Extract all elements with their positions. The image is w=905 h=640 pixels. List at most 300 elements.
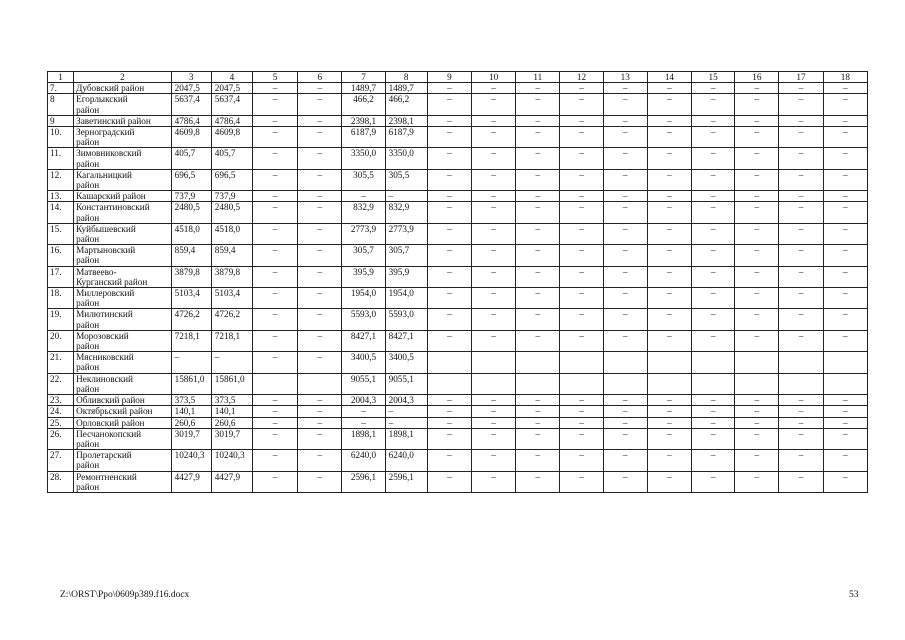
value-cell: – — [647, 266, 691, 287]
district-name — [74, 288, 171, 309]
value-cell: – — [647, 330, 691, 351]
value-cell — [779, 373, 823, 394]
value-cell: – — [560, 202, 603, 223]
value-cell — [298, 373, 342, 394]
value-cell: – — [692, 148, 735, 169]
value-cell: – — [735, 94, 779, 115]
value-cell: – — [823, 471, 867, 492]
value-cell: – — [735, 330, 779, 351]
table-row — [48, 127, 868, 148]
value-cell: – — [252, 450, 297, 471]
value-cell: – — [779, 115, 823, 126]
value-cell: – — [779, 417, 823, 428]
value-cell: – — [472, 288, 516, 309]
value-cell: – — [692, 471, 735, 492]
value-cell: 8427,1 — [342, 330, 385, 351]
value-cell: 9055,1 — [342, 373, 385, 394]
value-cell: – — [427, 395, 471, 406]
district-name-line: район — [76, 319, 100, 330]
value-cell: 405,7 — [171, 148, 211, 169]
value-cell: – — [427, 127, 471, 148]
row-number: 8 — [48, 94, 74, 115]
value-cell — [252, 373, 297, 394]
district-name-line: район — [76, 137, 100, 148]
district-name — [74, 94, 171, 115]
value-cell: – — [298, 83, 342, 94]
value-cell: – — [603, 223, 647, 244]
district-name-line: Орловский район — [76, 417, 145, 428]
value-cell: – — [298, 127, 342, 148]
table-row — [48, 245, 868, 266]
district-name-line: Кагальницкий — [76, 169, 132, 180]
value-cell: 5103,4 — [171, 288, 211, 309]
value-cell: 1489,7 — [385, 83, 427, 94]
table-row — [48, 223, 868, 244]
value-cell: – — [735, 83, 779, 94]
value-cell: 737,9 — [211, 191, 252, 202]
value-cell: – — [427, 330, 471, 351]
value-cell: – — [735, 245, 779, 266]
value-cell: 4609,8 — [171, 127, 211, 148]
value-cell: 3400,5 — [342, 352, 385, 373]
value-cell: – — [298, 266, 342, 287]
value-cell: – — [735, 417, 779, 428]
value-cell: 6187,9 — [385, 127, 427, 148]
value-cell: – — [516, 191, 560, 202]
value-cell: 7218,1 — [211, 330, 252, 351]
value-cell: 305,5 — [342, 169, 385, 190]
value-cell: – — [298, 395, 342, 406]
value-cell: – — [252, 191, 297, 202]
value-cell: 4518,0 — [171, 223, 211, 244]
value-cell: – — [603, 417, 647, 428]
value-cell: – — [823, 288, 867, 309]
value-cell: – — [516, 428, 560, 449]
value-cell: – — [779, 395, 823, 406]
district-name — [74, 428, 171, 449]
value-cell: – — [735, 169, 779, 190]
value-cell: – — [735, 202, 779, 223]
value-cell: – — [603, 127, 647, 148]
district-name-line: Дубовский район — [76, 83, 145, 94]
value-cell: – — [647, 94, 691, 115]
value-cell: – — [252, 395, 297, 406]
value-cell: – — [603, 83, 647, 94]
value-cell: – — [823, 245, 867, 266]
table-row — [48, 83, 868, 94]
value-cell: – — [472, 395, 516, 406]
value-cell: – — [735, 428, 779, 449]
value-cell: 140,1 — [171, 406, 211, 417]
header-cell: 9 — [427, 72, 471, 83]
value-cell — [427, 373, 471, 394]
value-cell: – — [647, 127, 691, 148]
value-cell: – — [603, 428, 647, 449]
value-cell: 373,5 — [211, 395, 252, 406]
header-cell: 16 — [735, 72, 779, 83]
value-cell: – — [252, 352, 297, 373]
value-cell: – — [472, 83, 516, 94]
table-row — [48, 148, 868, 169]
value-cell: 3400,5 — [385, 352, 427, 373]
value-cell: – — [252, 245, 297, 266]
value-cell: – — [516, 169, 560, 190]
value-cell: – — [560, 83, 603, 94]
row-number: 26. — [48, 428, 74, 449]
value-cell: 6187,9 — [342, 127, 385, 148]
district-name-line: Октябрьский район — [76, 406, 153, 417]
value-cell: 2480,5 — [171, 202, 211, 223]
value-cell: – — [472, 191, 516, 202]
table-row — [48, 309, 868, 330]
value-cell: 859,4 — [211, 245, 252, 266]
district-name — [74, 115, 171, 126]
header-cell: 14 — [647, 72, 691, 83]
value-cell: – — [603, 266, 647, 287]
budget-table — [47, 71, 868, 493]
table-row — [48, 352, 868, 373]
district-name — [74, 148, 171, 169]
row-number: 18. — [48, 288, 74, 309]
row-number: 13. — [48, 191, 74, 202]
value-cell: – — [472, 428, 516, 449]
value-cell: – — [516, 450, 560, 471]
value-cell: – — [692, 115, 735, 126]
value-cell: – — [560, 223, 603, 244]
value-cell: – — [823, 83, 867, 94]
value-cell: – — [298, 115, 342, 126]
table-row — [48, 115, 868, 126]
value-cell: – — [252, 330, 297, 351]
value-cell: – — [298, 450, 342, 471]
value-cell: 395,9 — [342, 266, 385, 287]
header-cell: 8 — [385, 72, 427, 83]
row-number: 9 — [48, 115, 74, 126]
value-cell: – — [603, 450, 647, 471]
value-cell: – — [735, 191, 779, 202]
value-cell: – — [252, 406, 297, 417]
value-cell: 696,5 — [171, 169, 211, 190]
value-cell: 3879,8 — [211, 266, 252, 287]
value-cell: – — [560, 406, 603, 417]
table-row — [48, 169, 868, 190]
value-cell: – — [516, 83, 560, 94]
value-cell: – — [735, 266, 779, 287]
value-cell: – — [342, 191, 385, 202]
value-cell: – — [516, 395, 560, 406]
value-cell: – — [252, 309, 297, 330]
value-cell: – — [779, 406, 823, 417]
value-cell: – — [472, 127, 516, 148]
row-number: 25. — [48, 417, 74, 428]
value-cell: – — [516, 288, 560, 309]
value-cell: – — [647, 417, 691, 428]
value-cell — [735, 373, 779, 394]
value-cell: 3019,7 — [211, 428, 252, 449]
value-cell: – — [692, 288, 735, 309]
district-name-line: Куйбышевский — [76, 223, 136, 234]
value-cell: 4786,4 — [171, 115, 211, 126]
district-name-line: район — [76, 104, 100, 115]
value-cell: 2398,1 — [342, 115, 385, 126]
value-cell: – — [692, 395, 735, 406]
header-cell: 18 — [823, 72, 867, 83]
value-cell: – — [735, 148, 779, 169]
value-cell: – — [427, 148, 471, 169]
value-cell: – — [779, 266, 823, 287]
value-cell: – — [427, 83, 471, 94]
header-cell: 11 — [516, 72, 560, 83]
value-cell: – — [252, 115, 297, 126]
value-cell: – — [427, 288, 471, 309]
value-cell: – — [298, 94, 342, 115]
district-name-line: Кашарский район — [76, 191, 146, 202]
value-cell: – — [560, 417, 603, 428]
table-row — [48, 202, 868, 223]
value-cell: – — [603, 288, 647, 309]
value-cell: – — [692, 127, 735, 148]
district-name-line: район — [76, 460, 100, 471]
value-cell: – — [427, 115, 471, 126]
value-cell: – — [472, 417, 516, 428]
value-cell: – — [560, 127, 603, 148]
value-cell: 373,5 — [171, 395, 211, 406]
district-name — [74, 169, 171, 190]
value-cell: – — [647, 115, 691, 126]
value-cell: – — [427, 450, 471, 471]
value-cell: – — [823, 395, 867, 406]
value-cell: – — [385, 417, 427, 428]
value-cell: – — [603, 245, 647, 266]
district-name-line: район — [76, 362, 100, 373]
value-cell: 5103,4 — [211, 288, 252, 309]
value-cell: – — [603, 309, 647, 330]
value-cell: – — [647, 223, 691, 244]
value-cell: 3019,7 — [171, 428, 211, 449]
value-cell: – — [603, 406, 647, 417]
value-cell: – — [823, 148, 867, 169]
district-name — [74, 191, 171, 202]
value-cell: 2004,3 — [385, 395, 427, 406]
district-name — [74, 223, 171, 244]
value-cell: – — [516, 309, 560, 330]
district-name-line: Заветинский район — [76, 115, 151, 126]
district-name — [74, 245, 171, 266]
value-cell: 1898,1 — [385, 428, 427, 449]
district-name-line: Милютинский — [76, 309, 133, 320]
value-cell: – — [560, 191, 603, 202]
value-cell: 260,6 — [211, 417, 252, 428]
value-cell: – — [692, 245, 735, 266]
value-cell: – — [735, 223, 779, 244]
value-cell: – — [603, 471, 647, 492]
value-cell: 260,6 — [171, 417, 211, 428]
value-cell: 3350,0 — [385, 148, 427, 169]
district-name-line: район — [76, 298, 100, 309]
district-name-line: Пролетарский — [76, 450, 132, 461]
value-cell: – — [560, 330, 603, 351]
value-cell: – — [472, 266, 516, 287]
district-name-line: район — [76, 438, 100, 449]
value-cell: 15861,0 — [171, 373, 211, 394]
value-cell: – — [692, 169, 735, 190]
value-cell: 696,5 — [211, 169, 252, 190]
value-cell: 5637,4 — [211, 94, 252, 115]
value-cell: – — [427, 169, 471, 190]
value-cell: – — [779, 245, 823, 266]
value-cell: – — [560, 450, 603, 471]
table-header-row — [48, 72, 868, 83]
value-cell: 832,9 — [342, 202, 385, 223]
value-cell: – — [385, 191, 427, 202]
value-cell: 4427,9 — [211, 471, 252, 492]
district-name-line: Константиновский — [76, 202, 150, 213]
value-cell: – — [647, 245, 691, 266]
district-name-line: район — [76, 341, 100, 352]
value-cell: 2047,5 — [211, 83, 252, 94]
value-cell: – — [779, 223, 823, 244]
value-cell: – — [647, 395, 691, 406]
row-number: 19. — [48, 309, 74, 330]
value-cell: – — [603, 395, 647, 406]
value-cell: – — [779, 330, 823, 351]
value-cell: – — [252, 288, 297, 309]
value-cell: – — [692, 266, 735, 287]
header-cell: 2 — [74, 72, 171, 83]
value-cell: – — [647, 288, 691, 309]
value-cell: – — [692, 202, 735, 223]
value-cell: – — [647, 191, 691, 202]
value-cell: 2773,9 — [342, 223, 385, 244]
value-cell: – — [823, 94, 867, 115]
value-cell: – — [298, 428, 342, 449]
value-cell: – — [779, 202, 823, 223]
value-cell: 2004,3 — [342, 395, 385, 406]
value-cell: – — [560, 245, 603, 266]
value-cell: – — [298, 352, 342, 373]
value-cell: – — [342, 406, 385, 417]
value-cell: 1898,1 — [342, 428, 385, 449]
value-cell: – — [779, 471, 823, 492]
value-cell: – — [647, 450, 691, 471]
value-cell: – — [779, 148, 823, 169]
value-cell: – — [560, 309, 603, 330]
value-cell: – — [516, 94, 560, 115]
value-cell: – — [779, 169, 823, 190]
value-cell: – — [427, 223, 471, 244]
value-cell: – — [603, 330, 647, 351]
value-cell: – — [472, 471, 516, 492]
value-cell: 2596,1 — [385, 471, 427, 492]
table-row — [48, 417, 868, 428]
table-row — [48, 406, 868, 417]
row-number: 16. — [48, 245, 74, 266]
value-cell: 5637,4 — [171, 94, 211, 115]
value-cell: – — [516, 223, 560, 244]
district-name-line: Морозовский — [76, 330, 129, 341]
value-cell: – — [823, 266, 867, 287]
header-cell: 5 — [252, 72, 297, 83]
row-number: 7. — [48, 83, 74, 94]
value-cell: – — [735, 395, 779, 406]
district-name-line: Обливский район — [76, 395, 145, 406]
row-number: 28. — [48, 471, 74, 492]
value-cell: – — [560, 428, 603, 449]
value-cell: 305,7 — [342, 245, 385, 266]
value-cell: 140,1 — [211, 406, 252, 417]
value-cell: – — [252, 223, 297, 244]
district-name — [74, 352, 171, 373]
value-cell: – — [472, 309, 516, 330]
row-number: 11. — [48, 148, 74, 169]
value-cell: – — [211, 352, 252, 373]
value-cell: – — [516, 148, 560, 169]
value-cell: – — [823, 330, 867, 351]
value-cell: – — [427, 406, 471, 417]
value-cell: – — [298, 330, 342, 351]
value-cell: – — [252, 417, 297, 428]
table-row — [48, 288, 868, 309]
row-number: 17. — [48, 266, 74, 287]
value-cell: – — [603, 202, 647, 223]
district-name — [74, 471, 171, 492]
table-row — [48, 373, 868, 394]
value-cell: – — [779, 428, 823, 449]
value-cell: – — [472, 406, 516, 417]
value-cell: – — [516, 266, 560, 287]
value-cell: – — [823, 169, 867, 190]
table-row — [48, 450, 868, 471]
value-cell: – — [252, 471, 297, 492]
value-cell: 9055,1 — [385, 373, 427, 394]
table-row — [48, 94, 868, 115]
row-number: 15. — [48, 223, 74, 244]
district-name-line: Мартыновский — [76, 245, 136, 256]
value-cell: 2047,5 — [171, 83, 211, 94]
value-cell: – — [779, 127, 823, 148]
header-cell: 1 — [48, 72, 74, 83]
header-cell: 3 — [171, 72, 211, 83]
value-cell: – — [516, 330, 560, 351]
value-cell: – — [779, 83, 823, 94]
value-cell: – — [647, 83, 691, 94]
table-row — [48, 191, 868, 202]
value-cell: – — [298, 245, 342, 266]
value-cell: – — [647, 406, 691, 417]
value-cell — [516, 352, 560, 373]
header-cell: 6 — [298, 72, 342, 83]
value-cell: – — [823, 417, 867, 428]
value-cell: 8427,1 — [385, 330, 427, 351]
district-name-line: Мясниковский — [76, 352, 134, 363]
row-number: 22. — [48, 373, 74, 394]
value-cell — [560, 373, 603, 394]
value-cell: – — [171, 352, 211, 373]
value-cell: 1489,7 — [342, 83, 385, 94]
value-cell: – — [427, 94, 471, 115]
value-cell: 405,7 — [211, 148, 252, 169]
value-cell: – — [427, 266, 471, 287]
district-name — [74, 127, 171, 148]
value-cell: 7218,1 — [171, 330, 211, 351]
value-cell: – — [647, 471, 691, 492]
value-cell: – — [735, 288, 779, 309]
value-cell — [779, 352, 823, 373]
value-cell — [603, 373, 647, 394]
district-name-line: Курганский район — [76, 276, 148, 287]
value-cell: – — [560, 169, 603, 190]
value-cell: – — [252, 169, 297, 190]
